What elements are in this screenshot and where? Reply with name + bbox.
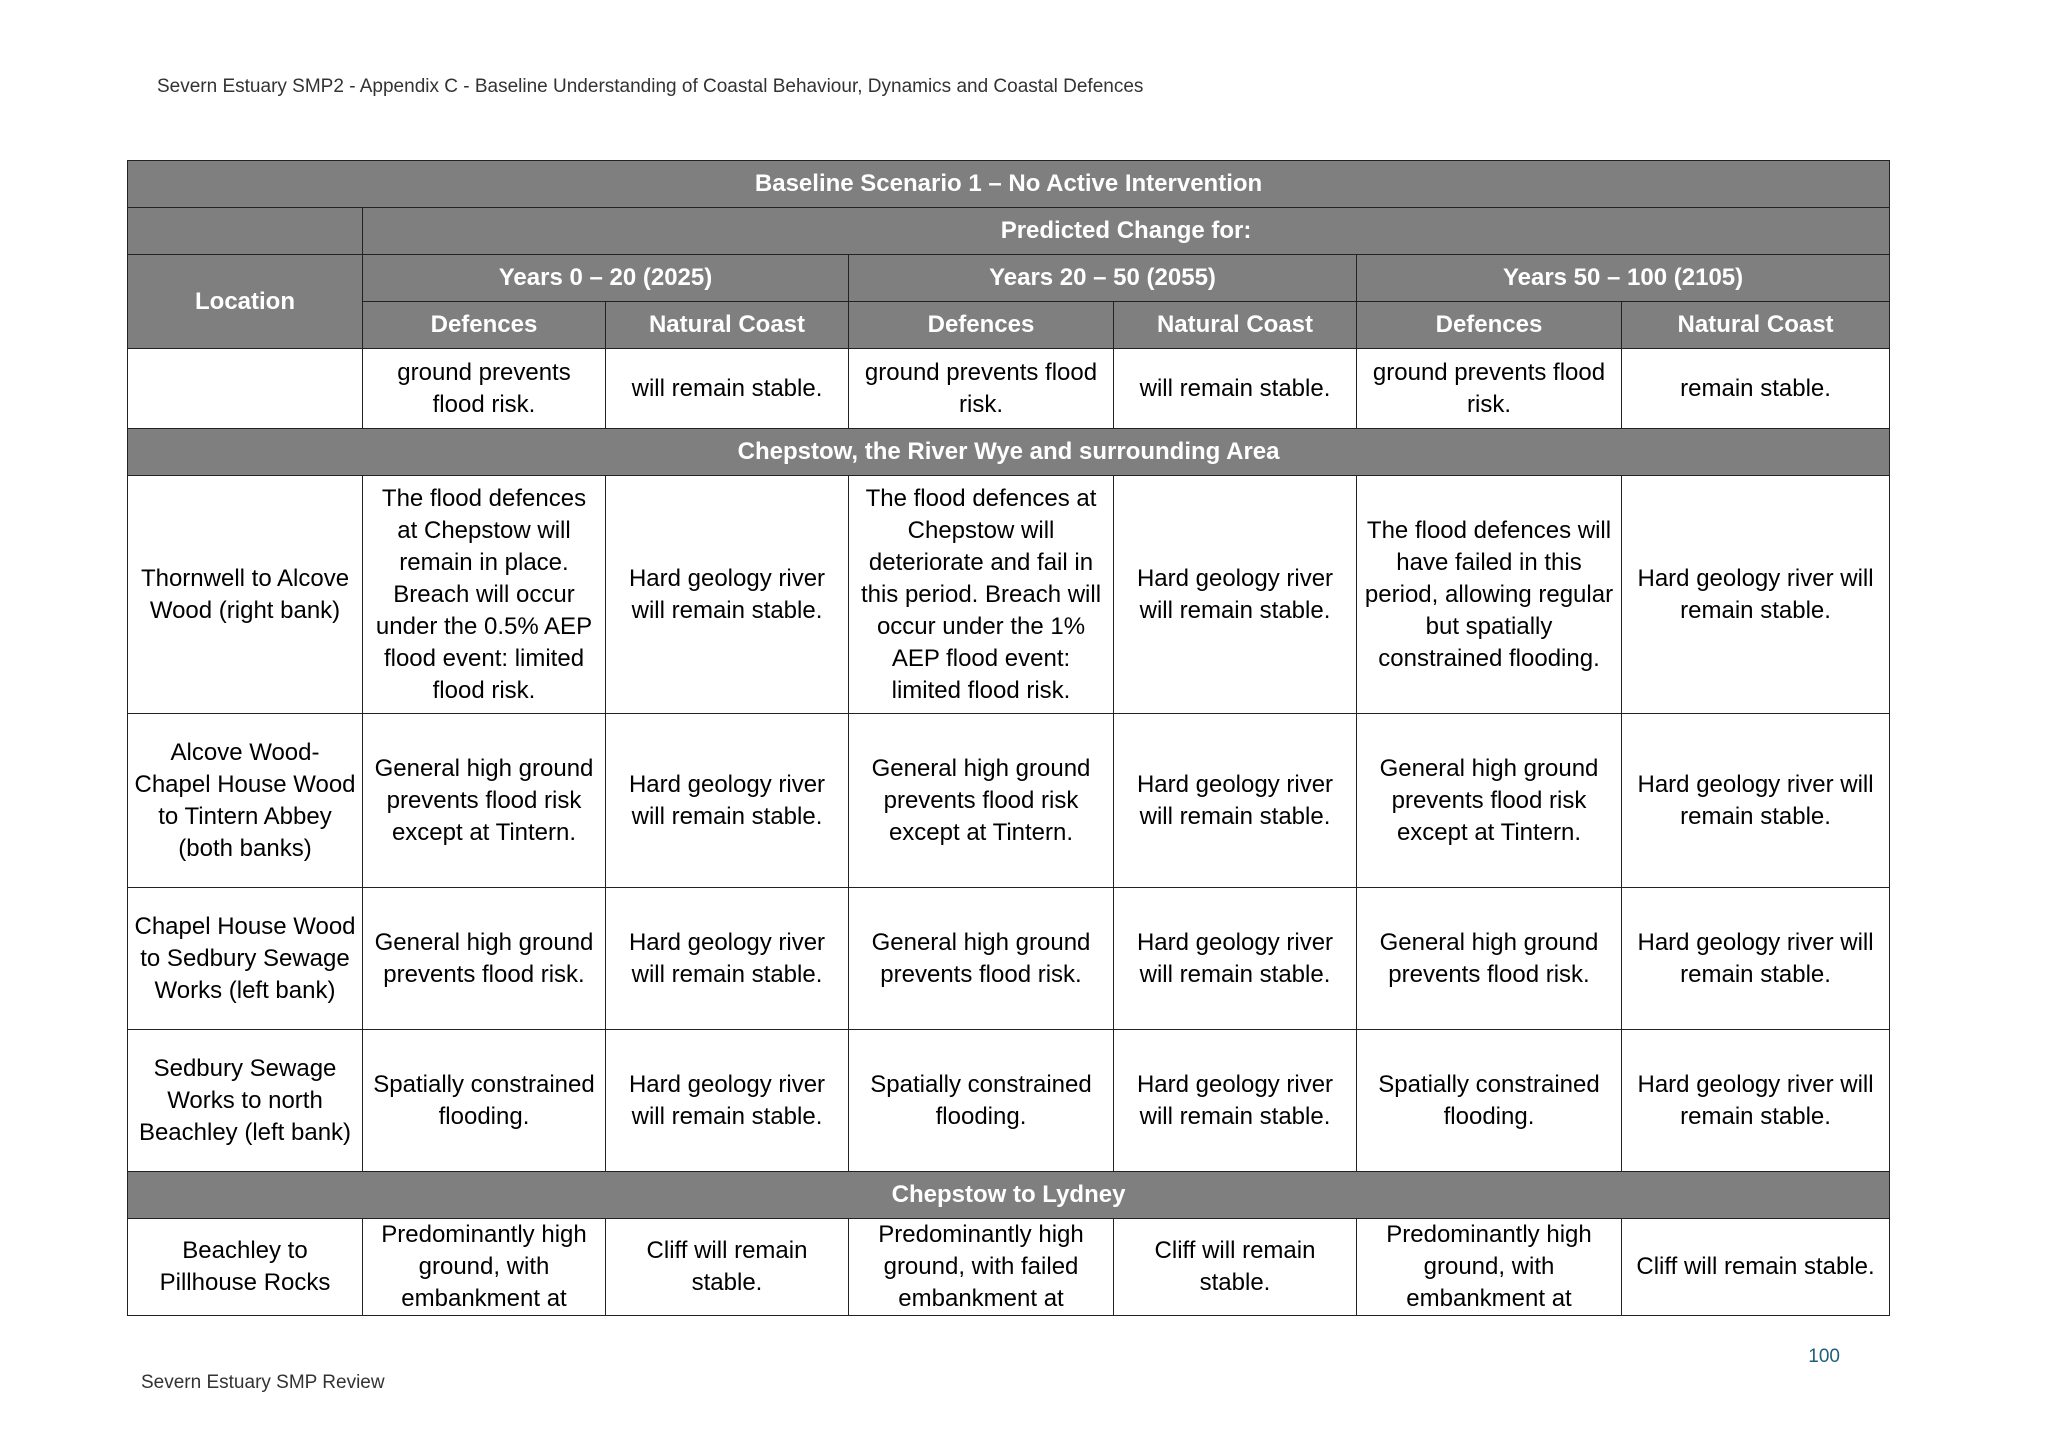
location-cell: Alcove Wood- Chapel House Wood to Tintern Abbey (both banks) <box>128 714 363 888</box>
table-cell: Hard geology river will remain stable. <box>1114 888 1357 1030</box>
table-cell: Spatially constrained flooding. <box>849 1030 1114 1172</box>
table-cell: Cliff will remain stable. <box>1622 1219 1890 1316</box>
table-cell: remain stable. <box>1622 349 1890 429</box>
table-cell: The flood defences at Chepstow will deteriorate and fail in this period. Breach will occur under the 1% AEP flood event: limited flood risk. <box>849 476 1114 714</box>
table-cell: General high ground prevents flood risk. <box>1357 888 1622 1030</box>
table-cell: will remain stable. <box>1114 349 1357 429</box>
table-cell: Predominantly high ground, with failed embankment at <box>849 1219 1114 1316</box>
table-cell: Hard geology river will remain stable. <box>1622 1030 1890 1172</box>
table-cell: Hard geology river will remain stable. <box>606 714 849 888</box>
defences-header: Defences <box>363 302 606 349</box>
table-cell: ground prevents flood risk. <box>363 349 606 429</box>
baseline-scenario-table <box>127 160 1890 1316</box>
table-cell: Hard geology river will remain stable. <box>1114 1030 1357 1172</box>
table-cell: Hard geology river will remain stable. <box>606 476 849 714</box>
page-number: 100 <box>1808 1346 1840 1367</box>
table-cell: General high ground prevents flood risk except at Tintern. <box>1357 714 1622 888</box>
table-cell: Hard geology river will remain stable. <box>1114 476 1357 714</box>
natural-coast-header: Natural Coast <box>1114 302 1357 349</box>
table-cell: Hard geology river will remain stable. <box>1114 714 1357 888</box>
table-cell: General high ground prevents flood risk. <box>363 888 606 1030</box>
natural-coast-header: Natural Coast <box>606 302 849 349</box>
period-header: Years 0 – 20 (2025) <box>363 255 849 302</box>
predicted-change-header: Predicted Change for: <box>363 208 1890 255</box>
table-cell: Hard geology river will remain stable. <box>1622 714 1890 888</box>
table-cell: General high ground prevents flood risk. <box>849 888 1114 1030</box>
header-blank <box>128 208 363 255</box>
table-cell: Hard geology river will remain stable. <box>1622 476 1890 714</box>
table-cell: Predominantly high ground, with embankment at <box>363 1219 606 1316</box>
table-cell <box>128 349 363 429</box>
table-row <box>128 476 1890 714</box>
table-cell: Cliff will remain stable. <box>606 1219 849 1316</box>
defences-header: Defences <box>849 302 1114 349</box>
table-row <box>128 1030 1890 1172</box>
page-footer: Severn Estuary SMP Review <box>141 1372 385 1393</box>
table-row <box>128 714 1890 888</box>
section-header: Chepstow, the River Wye and surrounding Area <box>128 429 1890 476</box>
location-header: Location <box>128 255 363 349</box>
page-header: Severn Estuary SMP2 - Appendix C - Baseline Understanding of Coastal Behaviour, Dynamics and Coastal Defences <box>157 76 1144 97</box>
location-cell: Chapel House Wood to Sedbury Sewage Works (left bank) <box>128 888 363 1030</box>
table-cell: Hard geology river will remain stable. <box>606 1030 849 1172</box>
table-cell: Hard geology river will remain stable. <box>1622 888 1890 1030</box>
location-cell: Beachley to Pillhouse Rocks <box>128 1219 363 1316</box>
location-cell: Thornwell to Alcove Wood (right bank) <box>128 476 363 714</box>
table-cell: General high ground prevents flood risk except at Tintern. <box>849 714 1114 888</box>
natural-coast-header: Natural Coast <box>1622 302 1890 349</box>
table-cell: Cliff will remain stable. <box>1114 1219 1357 1316</box>
location-cell: Sedbury Sewage Works to north Beachley (left bank) <box>128 1030 363 1172</box>
section-header: Chepstow to Lydney <box>128 1172 1890 1219</box>
defences-header: Defences <box>1357 302 1622 349</box>
table-row <box>128 888 1890 1030</box>
table-row <box>128 1219 1890 1316</box>
table-cell: General high ground prevents flood risk except at Tintern. <box>363 714 606 888</box>
table-cell: Hard geology river will remain stable. <box>606 888 849 1030</box>
table-cell: Predominantly high ground, with embankment at <box>1357 1219 1622 1316</box>
table-cell: Spatially constrained flooding. <box>1357 1030 1622 1172</box>
table-cell: will remain stable. <box>606 349 849 429</box>
table-cell: Spatially constrained flooding. <box>363 1030 606 1172</box>
table-cell: ground prevents flood risk. <box>1357 349 1622 429</box>
table-row <box>128 349 1890 429</box>
period-header: Years 20 – 50 (2055) <box>849 255 1357 302</box>
table-cell: ground prevents flood risk. <box>849 349 1114 429</box>
table-cell: The flood defences will have failed in this period, allowing regular but spatially constrained flooding. <box>1357 476 1622 714</box>
table-title: Baseline Scenario 1 – No Active Intervention <box>128 161 1890 208</box>
period-header: Years 50 – 100 (2105) <box>1357 255 1890 302</box>
table-cell: The flood defences at Chepstow will remain in place. Breach will occur under the 0.5% AEP flood event: limited flood risk. <box>363 476 606 714</box>
